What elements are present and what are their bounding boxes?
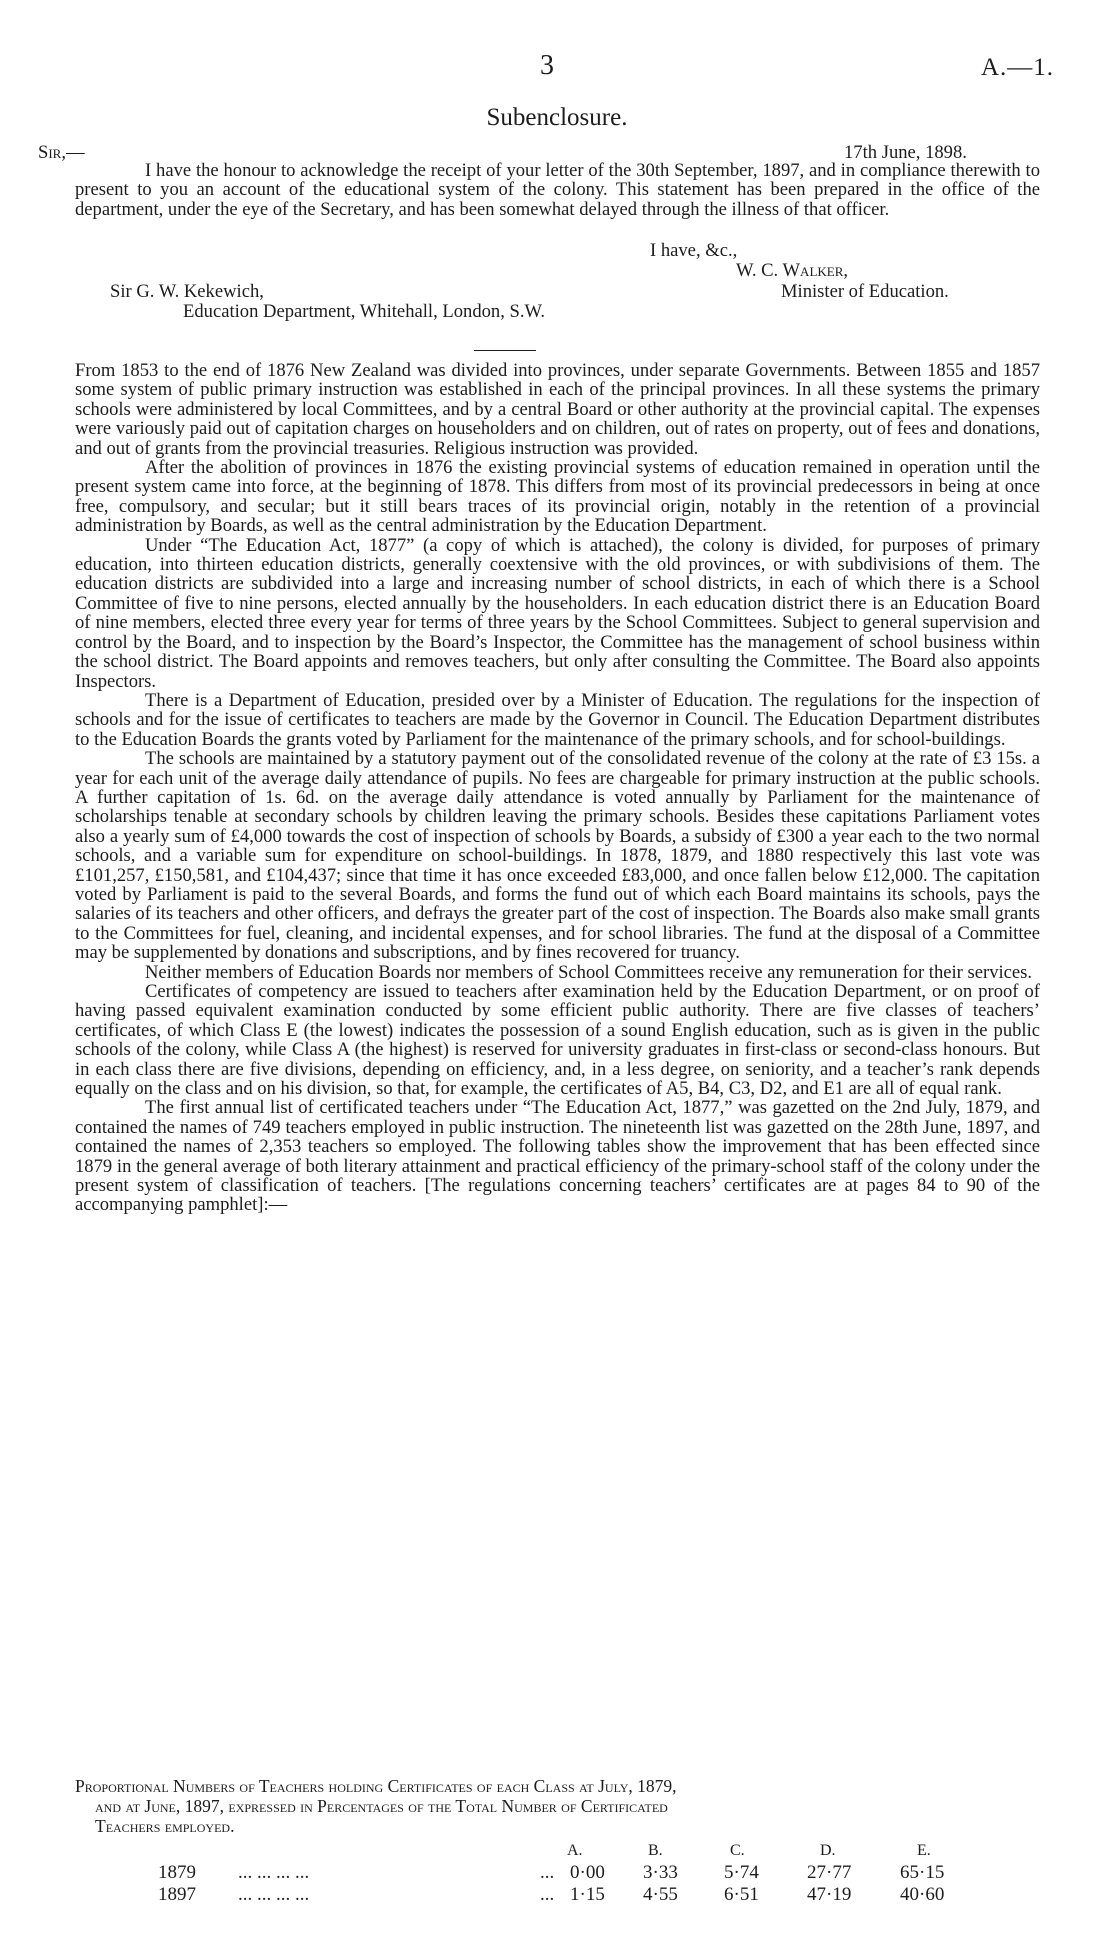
cell-d: 27·77 (807, 1862, 852, 1883)
letter-date: 17th June, 1898. (844, 142, 967, 163)
row-leader: ... ... ... ... (238, 1862, 310, 1883)
cell-b: 4·55 (643, 1884, 678, 1905)
cell-c: 6·51 (724, 1884, 759, 1905)
cell-a: 1·15 (570, 1884, 605, 1905)
section-title: Subenclosure. (486, 104, 628, 131)
paragraph-remuneration: Neither members of Education Boards nor members of School Committees receive any remuneration for their services. (145, 961, 1033, 983)
row-leader-end: ... (540, 1884, 555, 1905)
column-header-d: D. (820, 1842, 836, 1859)
column-header-a: A. (567, 1842, 583, 1859)
letter-salutation: Sir,— (38, 142, 85, 163)
row-year: 1879 (158, 1862, 196, 1883)
paragraph-department: There is a Department of Education, presided over by a Minister of Education. The regulations for the inspection of schools and for the issue of certificates to teachers are made by the Governor in Council. The Education Department distributes to the Education Boards the grants voted by Parliament for the maintenance of the primary schools, and for school-buildings. (75, 689, 1040, 750)
paragraph-education-act: Under “The Education Act, 1877” (a copy of which is attached), the colony is divided, for purposes of primary education, into thirteen education districts, generally coextensive with the old provinces, or with subdivisions of them. The education districts are subdivided into a large and increasing number of school districts, in each of which there is a School Committee of five to nine persons, elected annually by the householders. In each education district there is an Education Board of nine members, elected three every year for terms of three years by the School Committees. Subject to general supervision and control by the Board, and to inspection by the Board’s Inspector, the Committee has the management of school business within the school district. The Board appoints and removes teachers, but only after consulting the Committee. The Board also appoints Inspectors. (75, 534, 1040, 692)
paragraph-funding: The schools are maintained by a statutory payment out of the consolidated revenue of the colony at the rate of £3 15s. a year for each unit of the average daily attendance of pupils. No fees are chargeable for primary instruction at the public schools. A further capitation of 1s. 6d. on the average daily attendance is voted annually by Parliament for the maintenance of scholarships tenable at secondary schools by children leaving the primary schools. Besides these capitations Parliament votes also a yearly sum of £4,000 towards the cost of inspection of schools by Boards, a subsidy of £300 a year each to the two normal schools, and a variable sum for expenditure on school-buildings. In 1878, 1879, and 1880 respectively this last vote was £101,257, £150,581, and £104,437; since that time it has once exceeded £83,000, and once fallen below £12,000. The capitation voted by Parliament is paid to the several Boards, and forms the fund out of which each Board maintains its schools, pays the salaries of its teachers and other officers, and defrays the greater part of the cost of inspection. The Boards also make small grants to the Committees for fuel, cleaning, and incidental expenses, and for school libraries. The fund at the disposal of a Committee may be supplemented by donations and subscriptions, and by fines recovered for truancy. (75, 748, 1040, 964)
column-header-e: E. (917, 1842, 931, 1859)
document-reference: A.—1. (980, 54, 1054, 81)
letter-addressee: Sir G. W. Kekewich, (110, 281, 264, 302)
cell-e: 65·15 (900, 1862, 945, 1883)
page-number: 3 (540, 50, 554, 81)
table-title-line: and at June, 1897, expressed in Percentages of the Total Number of Certificated (95, 1796, 668, 1816)
cell-b: 3·33 (643, 1862, 678, 1883)
cell-c: 5·74 (724, 1862, 759, 1883)
divider-rule (474, 350, 536, 351)
paragraph-provinces: From 1853 to the end of 1876 New Zealand was divided into provinces, under separate Governments. Between 1855 and 1857 some system of public primary instruction was established in each of the principal provinces. In all these systems the primary schools were administered by local Committees, and by a central Board or other authority at the provincial capital. The expenses were variously paid out of capitation charges on householders and on children, out of rates on property, out of fees and donations, and out of grants from the provincial treasuries. Religious instruction was provided. (75, 360, 1040, 459)
letter-addressee-location: Education Department, Whitehall, London, S.W. (183, 301, 545, 322)
table-title (75, 1776, 1055, 1836)
row-leader: ... ... ... ... (238, 1884, 310, 1905)
letter-body (75, 161, 1040, 219)
column-header-b: B. (648, 1842, 663, 1859)
letter-signature: W. C. Walker, (736, 260, 849, 281)
table-title-line: Teachers employed. (95, 1816, 235, 1836)
letter-closing: I have, &c., (650, 240, 738, 261)
row-leader-end: ... (540, 1862, 555, 1883)
main-body (75, 361, 1040, 1215)
paragraph-annual-list: The first annual list of certificated teachers under “The Education Act, 1877,” was gazetted on the 2nd July, 1879, and contained the names of 749 teachers employed in public instruction. The nineteenth list was gazetted on the 28th June, 1897, and contained the names of 2,353 teachers so employed. The following tables show the improvement that has been effected since 1879 in the general average of both literary attainment and practical efficiency of the primary-school staff of the colony under the present system of classification of teachers. [The regulations concerning teachers’ certificates are at pages 84 to 90 of the accompanying pamphlet]:— (75, 1097, 1040, 1216)
cell-a: 0·00 (570, 1862, 605, 1883)
row-year: 1897 (158, 1884, 196, 1905)
letter-body-paragraph: I have the honour to acknowledge the receipt of your letter of the 30th September, 1897, and in compliance therewith to present to you an account of the educational system of the colony. This statement has been prepared in the office of the department, under the eye of the Secretary, and has been somewhat delayed through the illness of that officer. (75, 160, 1040, 220)
paragraph-abolition: After the abolition of provinces in 1876 the existing provincial systems of education remained in operation until the present system came into force, at the beginning of 1878. This differs from most of its provincial predecessors in being at once free, compulsory, and secular; but it still bears traces of its provincial origin, notably in the retention of a provincial administration by Boards, as well as the central administration by the Education Department. (75, 457, 1040, 537)
paragraph-certificates: Certificates of competency are issued to teachers after examination held by the Education Department, or on proof of having passed equivalent examination conducted by some efficient public authority. There are five classes of teachers’ certificates, of which Class E (the lowest) indicates the possession of a sound English education, such as is given in the public schools of the colony, while Class A (the highest) is reserved for university graduates in first-class or second-class honours. But in each class there are five divisions, depending on efficiency, and, in a less degree, on seniority, and a teacher’s rank depends equally on the class and on his division, so that, for example, the certificates of A5, B4, C3, D2, and E1 are all of equal rank. (75, 981, 1040, 1100)
table-title-line: Proportional Numbers of Teachers holding Certificates of each Class at July, 1879, (75, 1776, 677, 1796)
cell-e: 40·60 (900, 1884, 945, 1905)
column-header-c: C. (730, 1842, 745, 1859)
letter-signature-title: Minister of Education. (781, 281, 949, 302)
cell-d: 47·19 (807, 1884, 852, 1905)
